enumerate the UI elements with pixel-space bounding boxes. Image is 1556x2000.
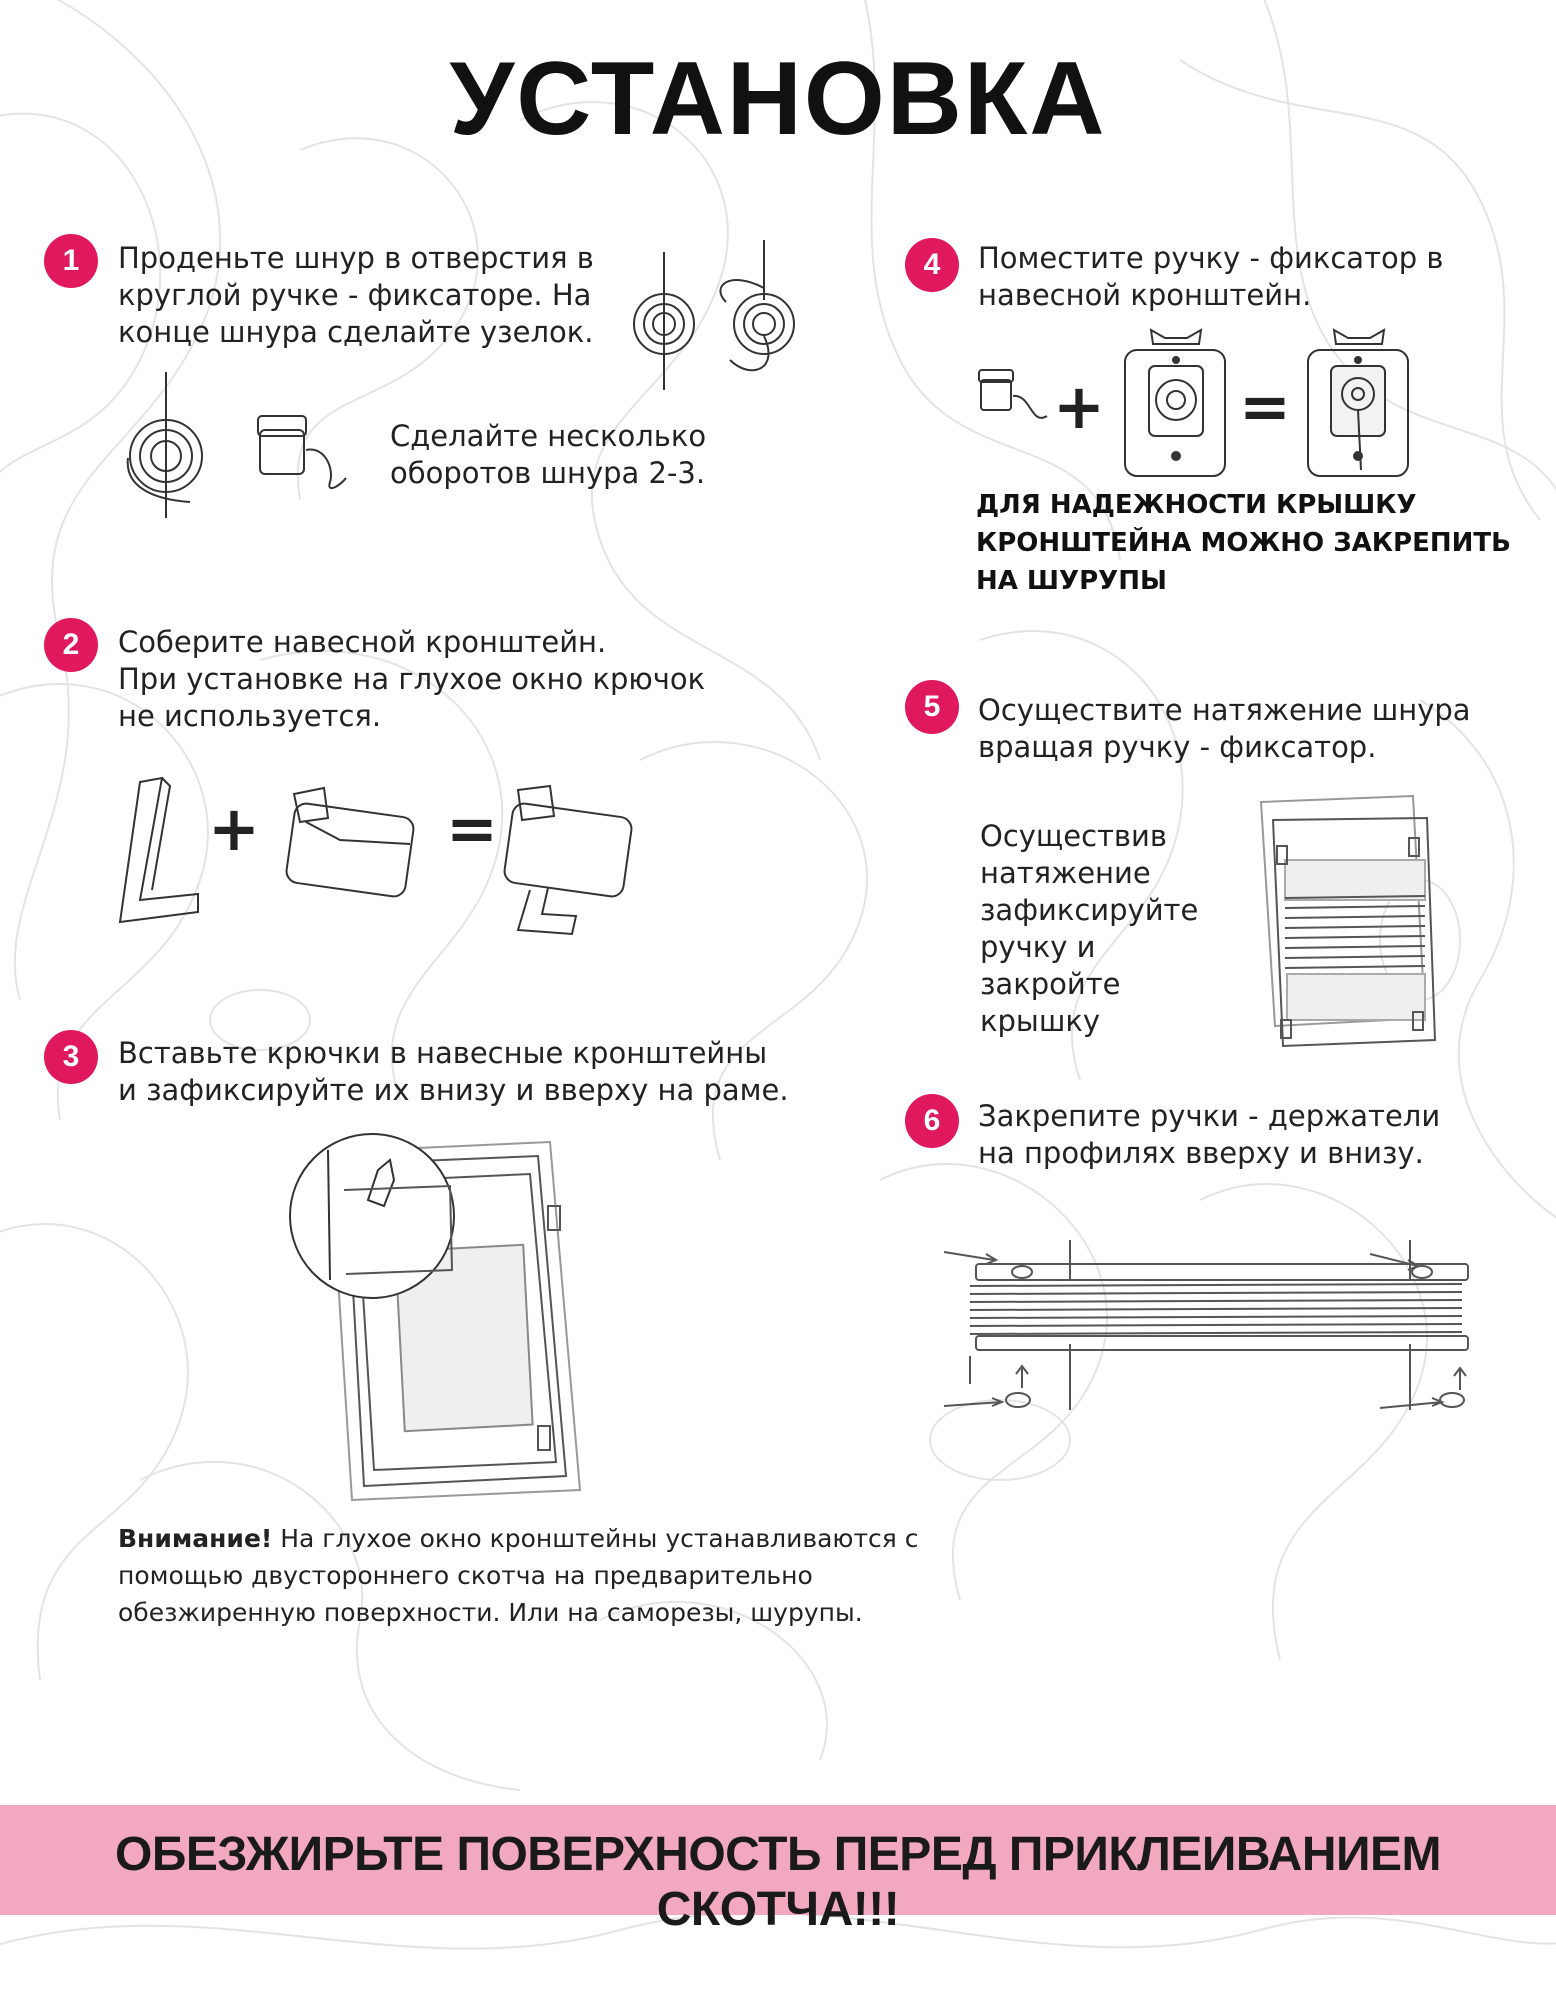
step-badge-4: 4 bbox=[905, 238, 959, 292]
page-title: УСТАНОВКА bbox=[449, 41, 1107, 157]
warning-text: На глухое окно кронштейны устанавливаются с помощью двустороннего скотча на предварительно обезжиренную поверхности. Или на саморезы, шурупы. bbox=[118, 1524, 919, 1627]
step-2-text: Соберите навесной кронштейн. При установке на глухое окно крючок не используется. bbox=[118, 625, 706, 733]
equals-sign-step-4: = bbox=[1239, 370, 1291, 443]
step-5-text: Осуществите натяжение шнура вращая ручку - фиксатор. bbox=[978, 693, 1471, 764]
knob-wrapped-illustration bbox=[120, 370, 360, 520]
window-frame-illustration bbox=[290, 1130, 600, 1510]
step-badge-5: 5 bbox=[905, 680, 959, 734]
step-4-text: Поместите ручку - фиксатор в навесной кронштейн. bbox=[978, 241, 1444, 312]
step-6-text: Закрепите ручки - держатели на профилях вверху и внизу. bbox=[978, 1099, 1441, 1170]
knob-threading-illustration bbox=[630, 240, 810, 400]
pleated-blind-window-illustration bbox=[1255, 790, 1445, 1060]
step-badge-1: 1 bbox=[44, 234, 98, 288]
warning-label: Внимание! bbox=[118, 1524, 273, 1553]
pleated-profile-holders-illustration bbox=[940, 1240, 1480, 1420]
step-3-text: Вставьте крючки в навесные кронштейны и зафиксируйте их внизу и вверху на раме. bbox=[118, 1036, 789, 1107]
step-1-text: Проденьте шнур в отверстия в круглой ручке - фиксаторе. На конце шнура сделайте узелок. bbox=[118, 241, 594, 349]
step-badge-2: 2 bbox=[44, 618, 98, 672]
warning-note bbox=[118, 1520, 978, 1631]
step-4-screw-note: ДЛЯ НАДЕЖНОСТИ КРЫШКУ КРОНШТЕЙНА МОЖНО ЗАКРЕПИТЬ НА ШУРУПЫ bbox=[976, 490, 1511, 596]
plus-sign-step-2: + bbox=[208, 792, 260, 865]
knob-in-bracket-illustration bbox=[975, 330, 1415, 480]
bracket-assembly-illustration bbox=[110, 770, 680, 940]
plus-sign-step-4: + bbox=[1053, 370, 1105, 443]
step-badge-3: 3 bbox=[44, 1030, 98, 1084]
step-5-note: Осуществив натяжение зафиксируйте ручку и закройте крышку bbox=[980, 819, 1199, 1038]
banner-text: ОБЕЗЖИРЬТЕ ПОВЕРХНОСТЬ ПЕРЕД ПРИКЛЕИВАНИЕМ СКОТЧА!!! bbox=[115, 1828, 1441, 1936]
equals-sign-step-2: = bbox=[446, 792, 498, 865]
step-badge-6: 6 bbox=[905, 1094, 959, 1148]
step-1-note: Сделайте несколько оборотов шнура 2-3. bbox=[390, 419, 707, 490]
